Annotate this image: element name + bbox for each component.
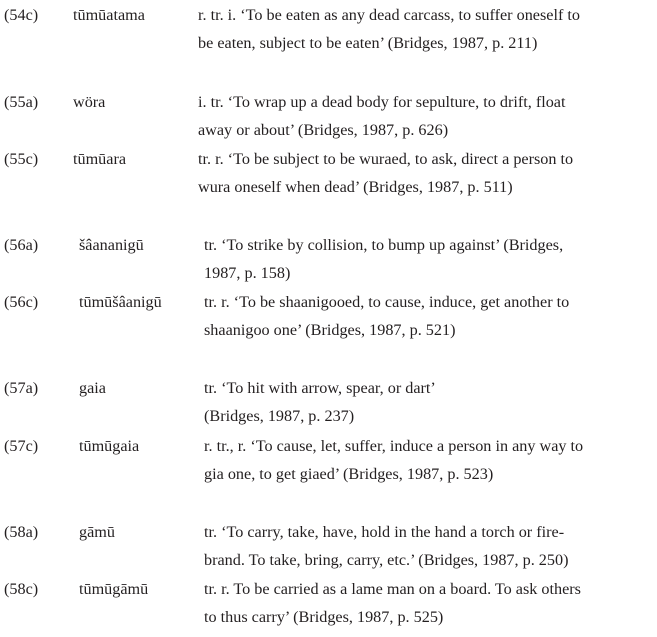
definition-line: wura oneself when dead’ (Bridges, 1987, p. 511)	[198, 178, 513, 196]
definition-line: r. tr. i. ‘To be eaten as any dead carcass, to suffer oneself to	[198, 6, 580, 24]
definition-line: tr. ‘To carry, take, have, hold in the hand a torch or fire-	[204, 523, 565, 541]
entry-number: (57c)	[4, 437, 39, 455]
definition-line: to thus carry’ (Bridges, 1987, p. 525)	[204, 608, 444, 626]
entry-number: (54c)	[4, 6, 39, 24]
definition-line: away or about’ (Bridges, 1987, p. 626)	[198, 121, 449, 139]
entry-term: tūmūatama	[73, 6, 145, 24]
definition-line: gia one, to get giaed’ (Bridges, 1987, p. 523)	[204, 465, 494, 483]
entry-number: (58a)	[4, 523, 39, 541]
entry-term: gāmū	[79, 523, 115, 541]
definition-line: be eaten, subject to be eaten’ (Bridges, 1987, p. 211)	[198, 34, 538, 52]
entry-term: tūmūara	[73, 150, 127, 168]
definition-line: tr. r. ‘To be shaanigooed, to cause, induce, get another to	[204, 293, 570, 311]
definition-line: tr. r. To be carried as a lame man on a board. To ask others	[204, 580, 581, 598]
entry-term: tūmūgaia	[79, 437, 140, 455]
entry-term: tūmūšâanigū	[79, 293, 162, 311]
entry-number: (56a)	[4, 236, 39, 254]
entry-term: gaia	[79, 379, 106, 397]
entry-number: (56c)	[4, 293, 39, 311]
entry-number: (55a)	[4, 93, 39, 111]
entry-number: (57a)	[4, 379, 39, 397]
entry-term: tūmūgāmū	[79, 580, 149, 598]
entry-term: šâananigū	[79, 236, 144, 254]
definition-line: 1987, p. 158)	[204, 264, 291, 282]
definition-line: tr. ‘To hit with arrow, spear, or dart’	[204, 379, 436, 397]
definition-line: tr. ‘To strike by collision, to bump up against’ (Bridges,	[204, 236, 564, 254]
entry-term: wöra	[73, 93, 106, 111]
definition-line: (Bridges, 1987, p. 237)	[204, 407, 355, 425]
definition-line: brand. To take, bring, carry, etc.’ (Bridges, 1987, p. 250)	[204, 551, 569, 569]
definition-line: shaanigoo one’ (Bridges, 1987, p. 521)	[204, 321, 456, 339]
definition-line: tr. r. ‘To be subject to be wuraed, to ask, direct a person to	[198, 150, 574, 168]
definition-line: r. tr., r. ‘To cause, let, suffer, induce a person in any way to	[204, 437, 584, 455]
definition-line: i. tr. ‘To wrap up a dead body for sepulture, to drift, float	[198, 93, 566, 111]
entry-number: (55c)	[4, 150, 39, 168]
entry-number: (58c)	[4, 580, 39, 598]
